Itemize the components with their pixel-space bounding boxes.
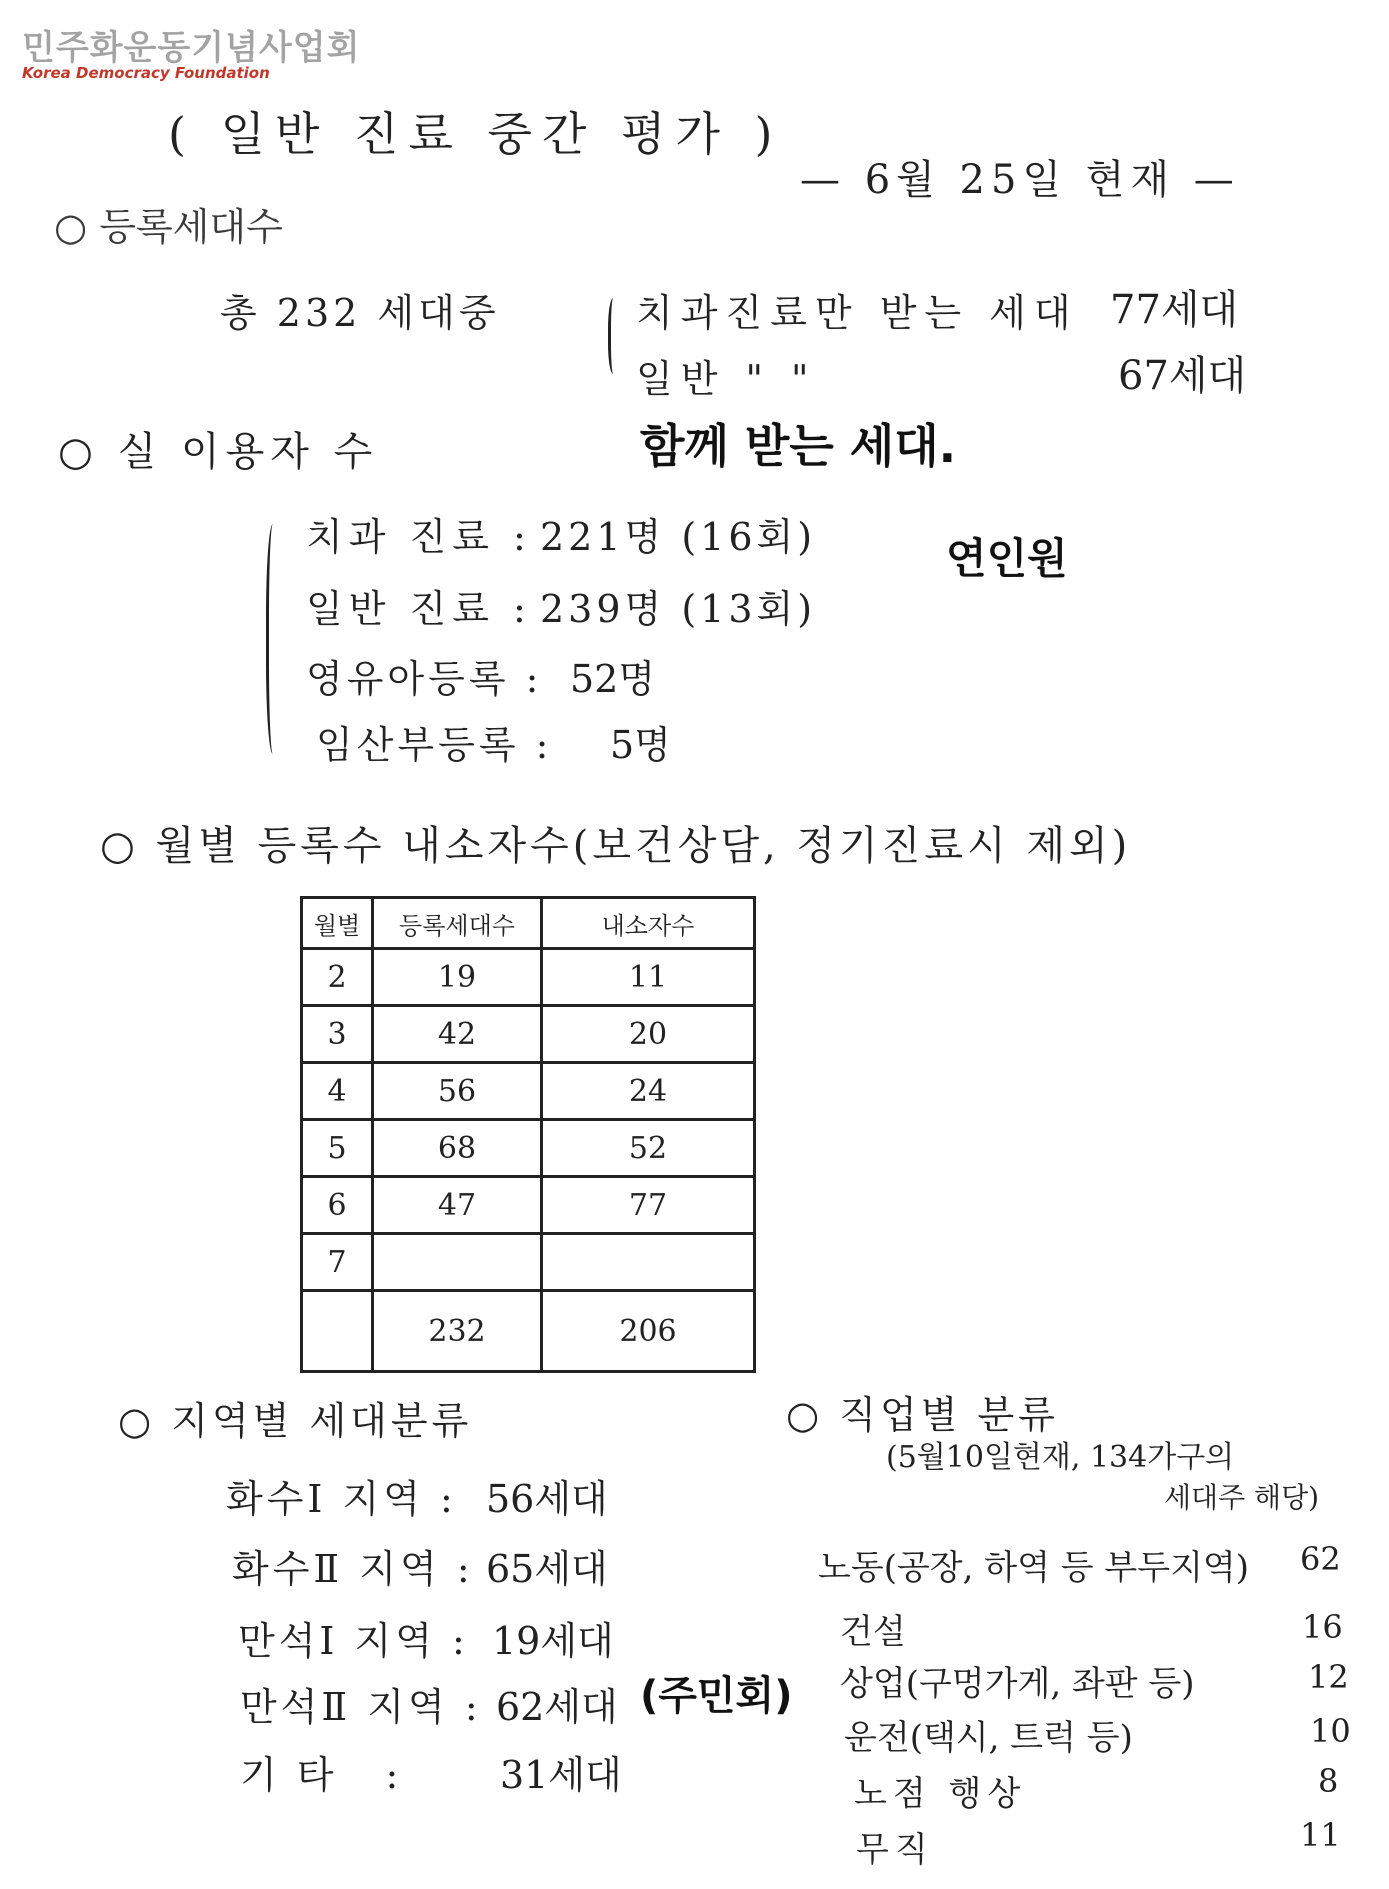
registered-general-label: 일반 " " bbox=[636, 357, 817, 401]
job-unemployed-label: 무직 bbox=[856, 1830, 934, 1870]
patients-dental-value: 221명 (16회) bbox=[540, 515, 817, 559]
registered-dental-label: 치과진료만 받는 세대 bbox=[636, 291, 1079, 335]
patients-general-label: 일반 진료 : bbox=[306, 587, 532, 631]
region-hwasu1-label: 화수Ⅰ 지역 : bbox=[226, 1477, 457, 1521]
table-row bbox=[302, 1120, 755, 1177]
job-construction-label: 건설 bbox=[840, 1612, 906, 1652]
job-commerce-value: 12 bbox=[1308, 1658, 1349, 1696]
jobs-heading: ○ 직업별 분류 bbox=[786, 1393, 1059, 1437]
cell-registered: 47 bbox=[373, 1177, 542, 1234]
cell-visitors: 52 bbox=[542, 1120, 755, 1177]
patients-general-value: 239명 (13회) bbox=[540, 587, 817, 631]
cell-visitors: 77 bbox=[542, 1177, 755, 1234]
cell-visitors: 11 bbox=[542, 949, 755, 1006]
table-row bbox=[302, 1006, 755, 1063]
column-header-visitors: 내소자수 bbox=[542, 898, 755, 949]
region-manseok1-label: 만석Ⅰ 지역 : bbox=[238, 1619, 469, 1663]
cell-registered-total: 232 bbox=[373, 1291, 542, 1372]
annotation-together: 함께 받는 세대. bbox=[640, 419, 957, 473]
foundation-logo-korean: 민주화운동기념사업회 bbox=[22, 28, 361, 68]
document-title: ( 일반 진료 중간 평가 ) bbox=[168, 107, 783, 161]
registered-dental-value: 77세대 bbox=[1110, 287, 1239, 333]
cell-month: 5 bbox=[302, 1120, 373, 1177]
cell-month: 6 bbox=[302, 1177, 373, 1234]
table-total-row bbox=[302, 1291, 755, 1372]
cell-registered: 19 bbox=[373, 949, 542, 1006]
job-street-vendor-value: 8 bbox=[1318, 1762, 1339, 1800]
region-manseok1-value: 19세대 bbox=[492, 1619, 614, 1663]
cell-registered: 56 bbox=[373, 1063, 542, 1120]
patients-heading: ○ 실 이용자 수 bbox=[58, 429, 379, 475]
region-other-value: 31세대 bbox=[500, 1753, 622, 1797]
registered-bracket bbox=[608, 298, 621, 374]
patients-pregnant-value: 5명 bbox=[610, 723, 671, 767]
column-header-registered: 등록세대수 bbox=[373, 898, 542, 949]
patients-infant-label: 영유아등록 : bbox=[306, 657, 543, 701]
region-manseok2-label: 만석Ⅱ 지역 : bbox=[240, 1685, 482, 1729]
jobs-note-line2: 세대주 해당) bbox=[1164, 1481, 1320, 1514]
region-manseok2-value: 62세대 bbox=[496, 1685, 618, 1729]
patients-infant-value: 52명 bbox=[570, 657, 656, 701]
cell-visitors bbox=[542, 1234, 755, 1291]
annotation-residents: (주민회) bbox=[640, 1673, 793, 1719]
date-note: — 6월 25일 현재 — bbox=[800, 157, 1240, 203]
job-driving-value: 10 bbox=[1310, 1712, 1351, 1750]
cell-visitors: 20 bbox=[542, 1006, 755, 1063]
job-labor-label: 노동(공장, 하역 등 부두지역) bbox=[818, 1548, 1250, 1588]
cell-month: 3 bbox=[302, 1006, 373, 1063]
foundation-logo-english: Korea Democracy Foundation bbox=[22, 64, 270, 82]
cell-month: 7 bbox=[302, 1234, 373, 1291]
registered-total: 총 232 세대중 bbox=[220, 291, 500, 335]
cell-registered bbox=[373, 1234, 542, 1291]
patients-dental-label: 치과 진료 : bbox=[306, 515, 532, 559]
job-driving-label: 운전(택시, 트럭 등) bbox=[844, 1718, 1133, 1758]
patients-pregnant-label: 임산부등록 : bbox=[316, 723, 553, 767]
table-row bbox=[302, 1234, 755, 1291]
table-row bbox=[302, 1177, 755, 1234]
cell-visitors: 24 bbox=[542, 1063, 755, 1120]
cell-month bbox=[302, 1291, 373, 1372]
regions-heading: ○ 지역별 세대분류 bbox=[118, 1399, 473, 1443]
annotation-extended: 연인원 bbox=[946, 534, 1068, 583]
region-hwasu2-value: 65세대 bbox=[486, 1547, 608, 1591]
region-hwasu1-value: 56세대 bbox=[486, 1477, 608, 1521]
registered-heading: ○ 등록세대수 bbox=[54, 205, 283, 249]
column-header-month: 월별 bbox=[302, 898, 373, 949]
jobs-note-line1: (5월10일현재, 134가구의 bbox=[886, 1440, 1235, 1475]
job-construction-value: 16 bbox=[1302, 1608, 1343, 1646]
job-unemployed-value: 11 bbox=[1300, 1816, 1341, 1854]
job-commerce-label: 상업(구멍가게, 좌판 등) bbox=[840, 1664, 1195, 1704]
job-street-vendor-label: 노점 행상 bbox=[854, 1774, 1027, 1814]
monthly-heading: ○ 월별 등록수 내소자수(보건상담, 정기진료시 제외) bbox=[100, 823, 1132, 869]
cell-month: 2 bbox=[302, 949, 373, 1006]
table-row bbox=[302, 1063, 755, 1120]
region-other-label: 기타 : bbox=[240, 1753, 419, 1797]
cell-month: 4 bbox=[302, 1063, 373, 1120]
table-header-row bbox=[302, 898, 755, 949]
cell-registered: 42 bbox=[373, 1006, 542, 1063]
table-row bbox=[302, 949, 755, 1006]
monthly-table bbox=[300, 896, 756, 1373]
cell-visitors-total: 206 bbox=[542, 1291, 755, 1372]
cell-registered: 68 bbox=[373, 1120, 542, 1177]
job-labor-value: 62 bbox=[1300, 1540, 1341, 1578]
patients-bracket bbox=[266, 524, 283, 754]
registered-general-value: 67세대 bbox=[1118, 353, 1247, 399]
region-hwasu2-label: 화수Ⅱ 지역 : bbox=[232, 1547, 474, 1591]
